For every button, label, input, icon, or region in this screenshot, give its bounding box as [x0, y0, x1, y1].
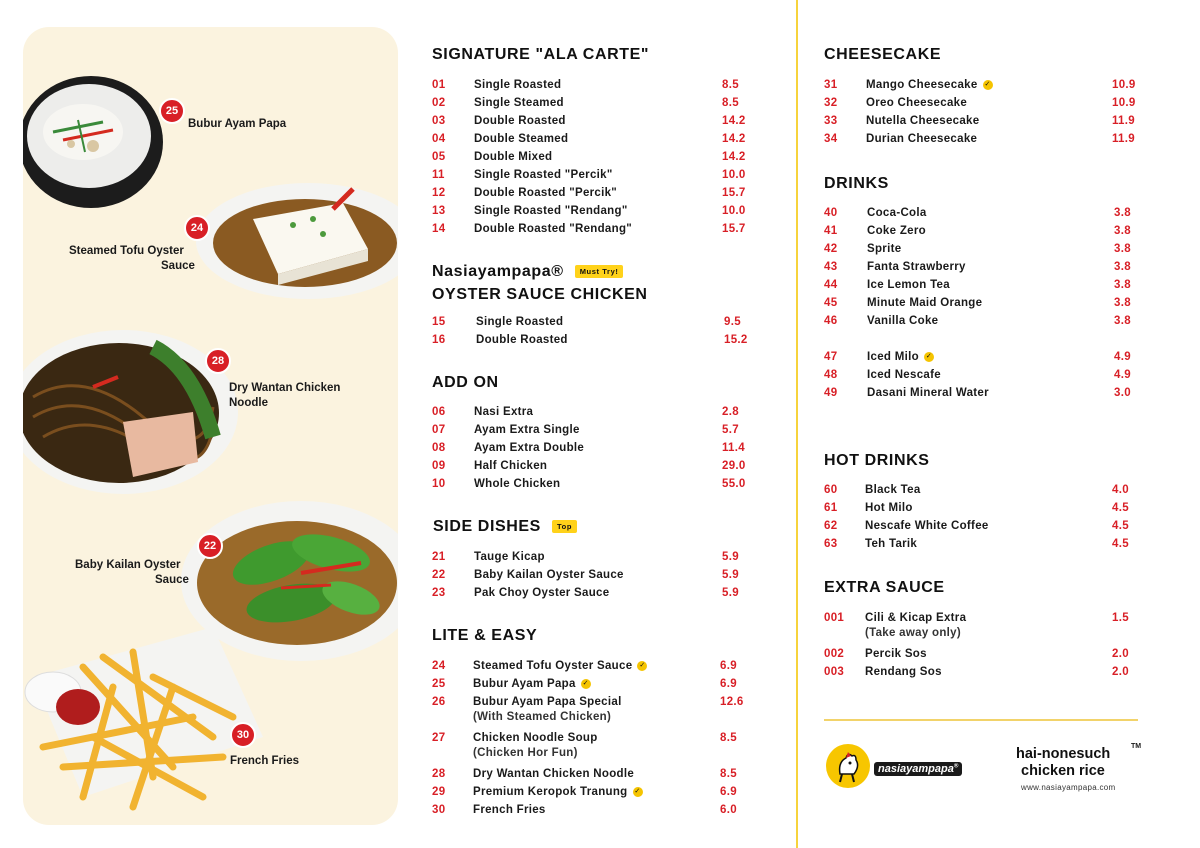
- item-price: 4.9: [1114, 351, 1131, 363]
- item-name: Tauge Kicap: [474, 551, 545, 563]
- item-name: Coca-Cola: [867, 207, 927, 219]
- item-name: Single Roasted: [474, 79, 562, 91]
- item-price: 5.9: [722, 587, 739, 599]
- item-name: Chicken Noodle Soup: [473, 732, 598, 744]
- menu-item-03: [432, 112, 746, 130]
- item-name: Single Roasted: [476, 316, 564, 328]
- menu-item-45: [824, 294, 1131, 312]
- item-note: (Take away only): [865, 627, 961, 639]
- item-name: Half Chicken: [474, 460, 548, 472]
- label-noodle-line2: Noodle: [229, 397, 268, 409]
- item-name: Cili & Kicap Extra: [865, 612, 967, 624]
- item-name: Iced Nescafe: [867, 369, 941, 381]
- item-price: 14.2: [722, 151, 746, 163]
- menu-item-06: [432, 403, 739, 421]
- menu-item-60: [824, 481, 1129, 499]
- item-number: 44: [824, 279, 838, 291]
- item-name: Double Roasted: [476, 334, 568, 346]
- item-price: 3.8: [1114, 243, 1131, 255]
- item-name: Bubur Ayam Papa Special: [473, 696, 622, 708]
- badge-30: 30: [230, 722, 256, 748]
- item-number: 61: [824, 502, 838, 514]
- item-note: (With Steamed Chicken): [473, 711, 612, 723]
- menu-item-26: [432, 693, 744, 711]
- item-price: 4.0: [1112, 484, 1129, 496]
- item-name: Whole Chicken: [474, 478, 561, 490]
- menu-item-01: [432, 76, 739, 94]
- item-name: Iced Milo: [867, 351, 919, 363]
- item-price: 2.0: [1112, 666, 1129, 678]
- item-name: Coke Zero: [867, 225, 926, 237]
- item-number: 23: [432, 587, 446, 599]
- item-price: 4.9: [1114, 369, 1131, 381]
- section-title-cheesecake: CHEESECAKE: [824, 46, 942, 63]
- item-number: 06: [432, 406, 446, 418]
- item-name: Rendang Sos: [865, 666, 942, 678]
- menu-item-09: [432, 457, 746, 475]
- item-number: 03: [432, 115, 446, 127]
- item-name: Double Roasted "Percik": [474, 187, 618, 199]
- recommended-check-icon: ✓: [925, 353, 932, 360]
- fries-plate-image: [23, 627, 263, 825]
- item-name: Vanilla Coke: [867, 315, 939, 327]
- menu-item-28: [432, 765, 737, 783]
- menu-item-31: [824, 76, 1136, 94]
- item-price: 6.9: [720, 786, 737, 798]
- item-name: Black Tea: [865, 484, 921, 496]
- item-name: Nutella Cheesecake: [866, 115, 980, 127]
- menu-item-62: [824, 517, 1129, 535]
- item-price: 5.9: [722, 551, 739, 563]
- item-number: 21: [432, 551, 446, 563]
- item-number: 13: [432, 205, 446, 217]
- menu-item-002: [824, 645, 1129, 663]
- item-name: Durian Cheesecake: [866, 133, 978, 145]
- item-number: 003: [824, 666, 845, 678]
- label-fries: French Fries: [230, 755, 300, 767]
- item-price: 3.8: [1114, 207, 1131, 219]
- item-price: 2.8: [722, 406, 739, 418]
- menu-item-32: [824, 94, 1136, 112]
- menu-item-22: [432, 566, 739, 584]
- item-number: 29: [432, 786, 446, 798]
- item-name: Dasani Mineral Water: [867, 387, 989, 399]
- item-price: 6.0: [720, 804, 737, 816]
- rooster-logo-icon: [826, 744, 870, 788]
- item-price: 15.2: [724, 334, 748, 346]
- section-title-hot: HOT DRINKS: [824, 452, 930, 469]
- item-number: 33: [824, 115, 838, 127]
- item-price: 12.6: [720, 696, 744, 708]
- brand-url: www.nasiayampapa.com: [1021, 783, 1116, 792]
- menu-item-11: [432, 166, 746, 184]
- trademark-mark: TM: [1131, 743, 1142, 750]
- item-price: 14.2: [722, 133, 746, 145]
- item-number: 14: [432, 223, 446, 235]
- footer-divider: [824, 719, 1138, 721]
- item-price: 15.7: [722, 223, 746, 235]
- badge-28: 28: [205, 348, 231, 374]
- rooster-icon: [826, 744, 870, 788]
- item-number: 05: [432, 151, 446, 163]
- item-number: 24: [432, 660, 446, 672]
- item-number: 08: [432, 442, 446, 454]
- menu-item-29: [432, 783, 737, 801]
- menu-item-05: [432, 148, 746, 166]
- item-name: Baby Kailan Oyster Sauce: [474, 569, 624, 581]
- menu-item-12: [432, 184, 746, 202]
- item-number: 48: [824, 369, 838, 381]
- item-price: 8.5: [720, 768, 737, 780]
- label-kailan-line2: Sauce: [155, 574, 189, 586]
- item-price: 10.0: [722, 169, 746, 181]
- menu-item-33: [824, 112, 1135, 130]
- item-number: 28: [432, 768, 446, 780]
- menu-item-27: [432, 729, 737, 747]
- item-number: 60: [824, 484, 838, 496]
- item-price: 5.9: [722, 569, 739, 581]
- item-price: 11.4: [722, 442, 745, 454]
- item-name: Premium Keropok Tranung: [473, 786, 628, 798]
- item-number: 25: [432, 678, 446, 690]
- item-price: 8.5: [720, 732, 737, 744]
- recommended-check-icon: ✓: [582, 680, 589, 687]
- menu-item-07: [432, 421, 739, 439]
- item-name: Steamed Tofu Oyster Sauce: [473, 660, 633, 672]
- section-title-side: [433, 518, 577, 536]
- item-price: 3.8: [1114, 279, 1131, 291]
- item-name: Ayam Extra Single: [474, 424, 580, 436]
- menu-item-003: [824, 663, 1129, 681]
- item-number: 12: [432, 187, 446, 199]
- item-number: 27: [432, 732, 446, 744]
- item-number: 09: [432, 460, 446, 472]
- item-number: 001: [824, 612, 845, 624]
- item-number: 11: [432, 169, 445, 181]
- item-price: 4.5: [1112, 502, 1129, 514]
- item-name: Bubur Ayam Papa: [473, 678, 576, 690]
- item-name: Hot Milo: [865, 502, 913, 514]
- menu-item-46: [824, 312, 1131, 330]
- item-name: Oreo Cheesecake: [866, 97, 968, 109]
- item-price: 10.0: [722, 205, 746, 217]
- recommended-check-icon: ✓: [639, 662, 646, 669]
- item-name: Single Roasted "Percik": [474, 169, 613, 181]
- item-price: 6.9: [720, 660, 737, 672]
- menu-item-30: [432, 801, 737, 819]
- item-price: 10.9: [1112, 97, 1136, 109]
- item-number: 16: [432, 334, 446, 346]
- item-price: 4.5: [1112, 520, 1129, 532]
- menu-item-23: [432, 584, 739, 602]
- item-name: Double Roasted: [474, 115, 566, 127]
- item-number: 04: [432, 133, 446, 145]
- badge-25: 25: [159, 98, 185, 124]
- menu-item-48: [824, 366, 1131, 384]
- item-price: 9.5: [724, 316, 741, 328]
- section-title-oyster: OYSTER SAUCE CHICKEN: [432, 286, 648, 303]
- section-title-oyster-brand: [432, 263, 623, 281]
- label-tofu-line1: Steamed Tofu Oyster: [69, 245, 184, 257]
- menu-item-21: [432, 548, 739, 566]
- item-number: 01: [432, 79, 446, 91]
- menu-item-25: [432, 675, 737, 693]
- menu-item-13: [432, 202, 746, 220]
- recommended-check-icon: ✓: [984, 81, 991, 88]
- item-price: 10.9: [1112, 79, 1136, 91]
- item-name: Nasi Extra: [474, 406, 534, 418]
- item-number: 02: [432, 97, 446, 109]
- brand-tagline-2: chicken rice: [1021, 763, 1105, 779]
- item-number: 41: [824, 225, 838, 237]
- side-title-text: SIDE DISHES: [433, 518, 541, 535]
- item-name: Sprite: [867, 243, 902, 255]
- item-price: 1.5: [1112, 612, 1129, 624]
- item-price: 3.8: [1114, 315, 1131, 327]
- item-name: Double Steamed: [474, 133, 569, 145]
- item-number: 47: [824, 351, 838, 363]
- menu-item-44: [824, 276, 1131, 294]
- label-kailan-line1: Baby Kailan Oyster: [75, 559, 181, 571]
- item-number: 10: [432, 478, 446, 490]
- menu-item-02: [432, 94, 739, 112]
- menu-item-15: [432, 313, 741, 331]
- menu-item-16: [432, 331, 748, 349]
- item-price: 3.8: [1114, 297, 1131, 309]
- menu-item-49: [824, 384, 1131, 402]
- menu-item-40: [824, 204, 1131, 222]
- item-name: Percik Sos: [865, 648, 927, 660]
- item-name: French Fries: [473, 804, 546, 816]
- menu-item-42: [824, 240, 1131, 258]
- item-price: 6.9: [720, 678, 737, 690]
- item-name: Pak Choy Oyster Sauce: [474, 587, 610, 599]
- item-number: 43: [824, 261, 838, 273]
- section-title-drinks: DRINKS: [824, 175, 889, 192]
- section-title-signature: SIGNATURE "ALA CARTE": [432, 46, 650, 63]
- item-number: 40: [824, 207, 838, 219]
- item-price: 5.7: [722, 424, 739, 436]
- top-tag: Top: [552, 520, 577, 533]
- item-name: Nescafe White Coffee: [865, 520, 989, 532]
- menu-item-47: [824, 348, 1131, 366]
- column-divider: [796, 0, 798, 848]
- brand-tagline-1: hai-nonesuch: [1016, 746, 1111, 762]
- menu-item-14: [432, 220, 746, 238]
- item-name: Minute Maid Orange: [867, 297, 983, 309]
- section-title-lite: LITE & EASY: [432, 627, 538, 644]
- menu-item-24: [432, 657, 737, 675]
- item-name: Single Steamed: [474, 97, 564, 109]
- oyster-brand-name: Nasiayampapa®: [432, 263, 564, 280]
- item-number: 63: [824, 538, 838, 550]
- item-price: 55.0: [722, 478, 746, 490]
- item-price: 29.0: [722, 460, 746, 472]
- item-price: 8.5: [722, 97, 739, 109]
- item-price: 8.5: [722, 79, 739, 91]
- item-price: 11.9: [1112, 133, 1135, 145]
- item-number: 62: [824, 520, 838, 532]
- menu-item-08: [432, 439, 745, 457]
- label-tofu-line2: Sauce: [161, 260, 195, 272]
- item-number: 26: [432, 696, 446, 708]
- item-number: 002: [824, 648, 845, 660]
- item-price: 3.8: [1114, 261, 1131, 273]
- menu-item-04: [432, 130, 746, 148]
- item-number: 49: [824, 387, 838, 399]
- recommended-check-icon: ✓: [634, 788, 641, 795]
- item-name: Dry Wantan Chicken Noodle: [473, 768, 635, 780]
- item-price: 3.0: [1114, 387, 1131, 399]
- menu-item-41: [824, 222, 1131, 240]
- item-name: Mango Cheesecake: [866, 79, 978, 91]
- must-try-tag: Must Try!: [575, 265, 624, 278]
- item-number: 42: [824, 243, 838, 255]
- tofu-plate-image: [193, 179, 398, 303]
- badge-22: 22: [197, 533, 223, 559]
- item-number: 22: [432, 569, 446, 581]
- item-number: 30: [432, 804, 446, 816]
- section-title-sauce: EXTRA SAUCE: [824, 579, 945, 596]
- menu-item-43: [824, 258, 1131, 276]
- menu-item-61: [824, 499, 1129, 517]
- menu-item-001: [824, 609, 1129, 627]
- item-name: Double Roasted "Rendang": [474, 223, 633, 235]
- item-price: 3.8: [1114, 225, 1131, 237]
- menu-item-63: [824, 535, 1129, 553]
- menu-item-10: [432, 475, 746, 493]
- item-note: (Chicken Hor Fun): [473, 747, 578, 759]
- item-name: Single Roasted "Rendang": [474, 205, 628, 217]
- label-noodle-line1: Dry Wantan Chicken: [229, 382, 341, 394]
- item-name: Ayam Extra Double: [474, 442, 585, 454]
- badge-24: 24: [184, 215, 210, 241]
- item-number: 15: [432, 316, 446, 328]
- item-name: Ice Lemon Tea: [867, 279, 950, 291]
- item-price: 4.5: [1112, 538, 1129, 550]
- item-number: 46: [824, 315, 838, 327]
- bubur-bowl-image: [23, 60, 163, 220]
- item-number: 07: [432, 424, 446, 436]
- item-price: 14.2: [722, 115, 746, 127]
- item-price: 15.7: [722, 187, 746, 199]
- menu-item-34: [824, 130, 1135, 148]
- section-title-addon: ADD ON: [432, 374, 499, 391]
- item-name: Double Mixed: [474, 151, 553, 163]
- photo-panel: [23, 27, 398, 825]
- item-price: 2.0: [1112, 648, 1129, 660]
- brand-logo-text: nasiayampapa®: [874, 762, 962, 776]
- label-bubur: Bubur Ayam Papa: [188, 118, 287, 130]
- item-price: 11.9: [1112, 115, 1135, 127]
- item-name: Teh Tarik: [865, 538, 918, 550]
- item-number: 45: [824, 297, 838, 309]
- item-number: 34: [824, 133, 838, 145]
- item-name: Fanta Strawberry: [867, 261, 966, 273]
- item-number: 32: [824, 97, 838, 109]
- item-number: 31: [824, 79, 838, 91]
